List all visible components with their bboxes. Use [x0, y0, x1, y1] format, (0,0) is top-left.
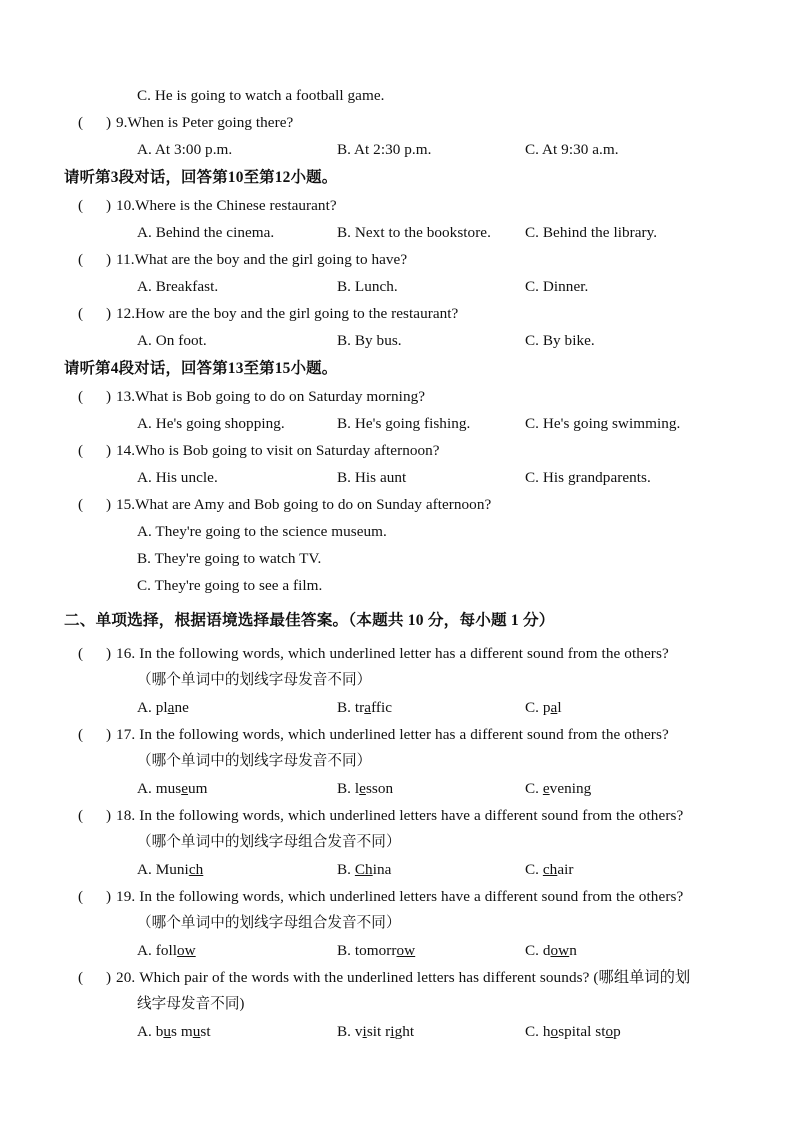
question-hint-20: 线字母发音不同): [137, 996, 245, 1012]
question-text-9: [116, 109, 293, 136]
question-hint-18: （哪个单词中的划线字母组合发音不同）: [137, 834, 401, 850]
question-row-20: [78, 964, 738, 991]
option-c-11[interactable]: C. Dinner.: [525, 278, 589, 295]
answer-bracket-open-12[interactable]: (: [78, 305, 84, 322]
option-row-19: [78, 937, 738, 964]
option-row-11: [78, 273, 738, 300]
question-text-12: [116, 300, 458, 327]
answer-bracket-open-9[interactable]: (: [78, 114, 84, 131]
option-row-13: [78, 410, 738, 437]
question-number-16: 16.: [116, 645, 136, 662]
option-row-20: [78, 1018, 738, 1045]
option-a-12[interactable]: A. On foot.: [137, 332, 207, 349]
option-c-14[interactable]: C. His grandparents.: [525, 469, 651, 486]
option-row-17: [78, 775, 738, 802]
answer-bracket-open-18[interactable]: (: [78, 807, 84, 824]
question-number-9: 9.: [116, 114, 128, 131]
option-row-9: [78, 136, 738, 163]
question-text-13: [116, 383, 425, 410]
option-b-20[interactable]: B. visit right: [337, 1023, 415, 1040]
option-b-17[interactable]: B. lesson: [337, 780, 394, 797]
question-text-17: [116, 721, 669, 748]
answer-bracket-close-15: ): [106, 496, 112, 513]
option-a-13[interactable]: A. He's going shopping.: [137, 415, 285, 432]
option-b-12[interactable]: B. By bus.: [337, 332, 402, 349]
option-b-10[interactable]: B. Next to the bookstore.: [337, 224, 491, 241]
option-b-15[interactable]: B. They're going to watch TV.: [137, 550, 322, 567]
answer-bracket-close-13: ): [106, 388, 112, 405]
option-c-17[interactable]: C. evening: [525, 780, 592, 797]
carryover-option-c: C. He is going to watch a football game.: [137, 87, 385, 104]
option-a-19[interactable]: A. follow: [137, 942, 196, 959]
listening-header-dialogue-3: 请听第3段对话，回答第10至第12小题。: [64, 169, 338, 186]
question-body-19: In the following words, which underlined letters have a different sound from the others?: [139, 888, 684, 905]
option-row-12: [78, 327, 738, 354]
option-c-15[interactable]: C. They're going to see a film.: [137, 577, 323, 594]
question-row-15: [78, 491, 738, 518]
answer-bracket-close-16: ): [106, 645, 112, 662]
question-number-13: 13.: [116, 388, 136, 405]
question-body-13: What is Bob going to do on Saturday morning?: [135, 388, 426, 405]
answer-bracket-open-15[interactable]: (: [78, 496, 84, 513]
option-a-11[interactable]: A. Breakfast.: [137, 278, 219, 295]
answer-bracket-open-20[interactable]: (: [78, 969, 84, 986]
option-a-16[interactable]: A. plane: [137, 699, 189, 716]
question-hint-16: （哪个单词中的划线字母发音不同）: [137, 672, 372, 688]
option-a-14[interactable]: A. His uncle.: [137, 469, 218, 486]
answer-bracket-close-10: ): [106, 197, 112, 214]
answer-bracket-open-17[interactable]: (: [78, 726, 84, 743]
question-body-11: What are the boy and the girl going to have?: [134, 251, 408, 268]
option-a-10[interactable]: A. Behind the cinema.: [137, 224, 275, 241]
question-text-10: [116, 192, 337, 219]
answer-bracket-open-16[interactable]: (: [78, 645, 84, 662]
question-row-11: [78, 246, 738, 273]
option-c-19[interactable]: C. down: [525, 942, 577, 959]
answer-bracket-close-18: ): [106, 807, 112, 824]
answer-bracket-close-20: ): [106, 969, 112, 986]
answer-bracket-close-14: ): [106, 442, 112, 459]
answer-bracket-close-17: ): [106, 726, 112, 743]
question-row-14: [78, 437, 738, 464]
option-b-19[interactable]: B. tomorrow: [337, 942, 416, 959]
question-number-18: 18.: [116, 807, 136, 824]
option-a-17[interactable]: A. museum: [137, 780, 208, 797]
question-body-9: When is Peter going there?: [127, 114, 294, 131]
option-b-18[interactable]: B. China: [337, 861, 392, 878]
option-c-20[interactable]: C. hospital stop: [525, 1023, 621, 1040]
question-number-10: 10.: [116, 197, 136, 214]
question-text-14: [116, 437, 440, 464]
question-row-17: [78, 721, 738, 748]
option-b-11[interactable]: B. Lunch.: [337, 278, 398, 295]
question-text-16: [116, 640, 669, 667]
section-two-header: 二、单项选择，根据语境选择最佳答案。（本题共 10 分，每小题 1 分）: [64, 612, 555, 629]
question-row-9: [78, 109, 738, 136]
question-text-15: [116, 491, 491, 518]
answer-bracket-close-19: ): [106, 888, 112, 905]
option-a-15[interactable]: A. They're going to the science museum.: [137, 523, 387, 540]
listening-header-dialogue-4: 请听第4段对话，回答第13至第15小题。: [64, 360, 338, 377]
answer-bracket-close-11: ): [106, 251, 112, 268]
option-c-18[interactable]: C. chair: [525, 861, 574, 878]
question-row-10: [78, 192, 738, 219]
question-row-18: [78, 802, 738, 829]
option-row-10: [78, 219, 738, 246]
question-body-18: In the following words, which underlined letters have a different sound from the others?: [139, 807, 684, 824]
question-row-16: [78, 640, 738, 667]
option-c-10[interactable]: C. Behind the library.: [525, 224, 658, 241]
question-body-15: What are Amy and Bob going to do on Sunday afternoon?: [135, 496, 492, 513]
question-body-14: Who is Bob going to visit on Saturday afternoon?: [135, 442, 440, 459]
answer-bracket-open-11[interactable]: (: [78, 251, 84, 268]
option-a-18[interactable]: A. Munich: [137, 861, 204, 878]
option-c-12[interactable]: C. By bike.: [525, 332, 595, 349]
question-body-12: How are the boy and the girl going to the restaurant?: [135, 305, 459, 322]
question-row-13: [78, 383, 738, 410]
option-row-16: [78, 694, 738, 721]
question-body-20: Which pair of the words with the underlined letters has different sounds? (哪组单词的划: [139, 969, 691, 986]
option-a-20[interactable]: A. bus must: [137, 1023, 211, 1040]
option-row-18: [78, 856, 738, 883]
option-b-13[interactable]: B. He's going fishing.: [337, 415, 471, 432]
question-hint-17: （哪个单词中的划线字母发音不同）: [137, 753, 372, 769]
question-text-19: [116, 883, 683, 910]
answer-bracket-close-9: ): [106, 114, 112, 131]
answer-bracket-open-10[interactable]: (: [78, 197, 84, 214]
answer-bracket-open-19[interactable]: (: [78, 888, 84, 905]
answer-bracket-open-13[interactable]: (: [78, 388, 84, 405]
option-b-16[interactable]: B. traffic: [337, 699, 393, 716]
question-row-12: [78, 300, 738, 327]
question-text-20: [116, 964, 690, 991]
question-number-14: 14.: [116, 442, 136, 459]
question-number-15: 15.: [116, 496, 136, 513]
question-text-18: [116, 802, 683, 829]
exam-content: [64, 82, 738, 1045]
option-c-16[interactable]: C. pal: [525, 699, 562, 716]
answer-bracket-close-12: ): [106, 305, 112, 322]
question-number-17: 17.: [116, 726, 136, 743]
question-body-17: In the following words, which underlined letter has a different sound from the others?: [139, 726, 669, 743]
option-a-9[interactable]: A. At 3:00 p.m.: [137, 141, 233, 158]
option-row-14: [78, 464, 738, 491]
question-body-16: In the following words, which underlined letter has a different sound from the others?: [139, 645, 669, 662]
question-hint-19: （哪个单词中的划线字母组合发音不同）: [137, 915, 401, 931]
option-b-9[interactable]: B. At 2:30 p.m.: [337, 141, 432, 158]
question-number-11: 11.: [116, 251, 135, 268]
option-c-13[interactable]: C. He's going swimming.: [525, 415, 681, 432]
option-b-14[interactable]: B. His aunt: [337, 469, 407, 486]
answer-bracket-open-14[interactable]: (: [78, 442, 84, 459]
question-number-19: 19.: [116, 888, 136, 905]
question-row-19: [78, 883, 738, 910]
question-body-10: Where is the Chinese restaurant?: [135, 197, 337, 214]
question-number-12: 12.: [116, 305, 136, 322]
question-text-11: [116, 246, 407, 273]
option-c-9[interactable]: C. At 9:30 a.m.: [525, 141, 619, 158]
question-number-20: 20.: [116, 969, 136, 986]
